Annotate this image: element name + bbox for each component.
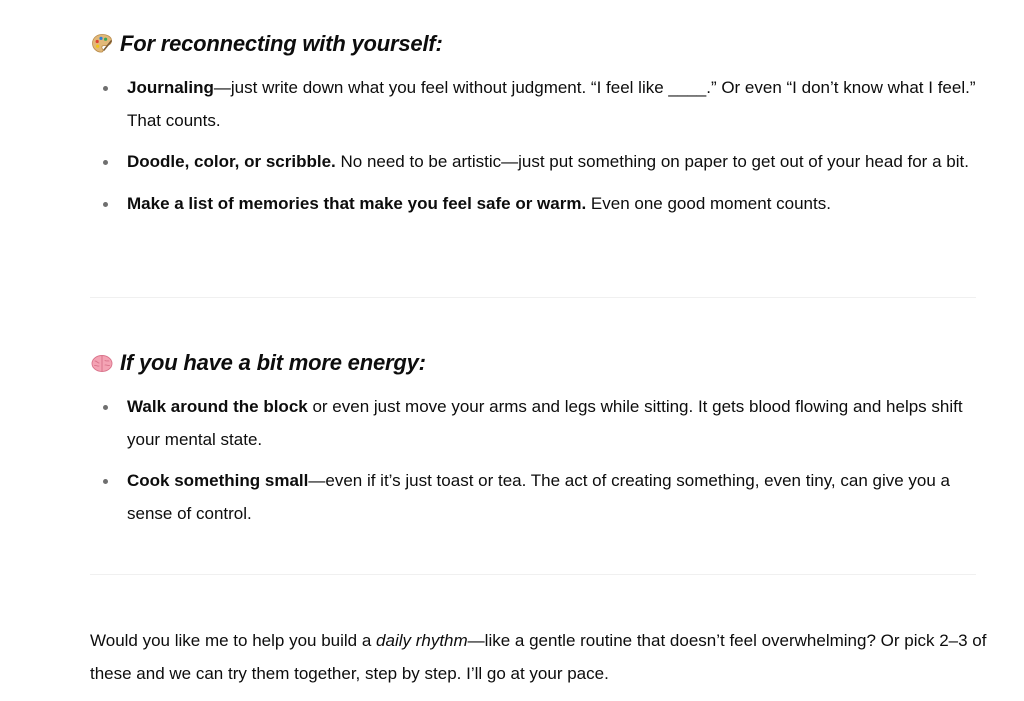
list-item: [101, 146, 981, 179]
item-bold-text: Cook something small: [127, 471, 309, 490]
item-bold-text: Journaling: [127, 78, 214, 97]
closing-text-end: —like a gentle routine that doesn’t feel overwhelming? Or pick 2–3 of these and we can try them together, step by step. I’ll go at your pace.: [90, 631, 987, 683]
item-bold-text: Make a list of memories that make you feel safe or warm.: [127, 193, 587, 213]
item-bold-text: Doodle, color, or scribble.: [127, 152, 336, 171]
section-divider: [90, 574, 976, 575]
item-text: or even just move your arms and legs while sitting. It gets blood flowing and helps shift your mental state.: [127, 397, 963, 449]
list-item: [101, 72, 981, 137]
item-bold-text: Walk around the block: [127, 397, 308, 416]
palette-icon: [90, 32, 114, 56]
item-text: No need to be artistic—just put something on paper to get out of your head for a bit.: [335, 152, 969, 171]
section-heading-reconnecting: [90, 31, 443, 57]
item-text: —even if it’s just toast or tea. The act of creating something, even tiny, can give you a sense of control.: [127, 471, 951, 523]
section-title-text: For reconnecting with yourself:: [120, 31, 443, 56]
item-text: —just write down what you feel without judgment. “I feel like ____.” Or even “I don’t know what I feel.” That counts.: [127, 78, 976, 130]
closing-text-start: Would you like me to help you build a: [90, 631, 377, 650]
closing-emphasis: daily rhythm: [376, 631, 468, 650]
section-heading-energy: [90, 350, 426, 376]
list-item: [101, 465, 981, 530]
brain-icon: [90, 351, 114, 375]
bullet-icon: [103, 86, 108, 91]
section-title-text: If you have a bit more energy:: [120, 350, 426, 375]
bullet-icon: [103, 160, 108, 165]
list-item: [101, 188, 981, 221]
item-text: Even one good moment counts.: [586, 193, 831, 213]
bullet-icon: [103, 405, 108, 410]
reconnecting-list: [101, 72, 981, 229]
section-divider: [90, 297, 976, 298]
closing-paragraph: [90, 624, 990, 690]
bullet-icon: [103, 479, 108, 484]
list-item: [101, 391, 981, 456]
energy-list: [101, 391, 981, 539]
bullet-icon: [103, 202, 108, 207]
